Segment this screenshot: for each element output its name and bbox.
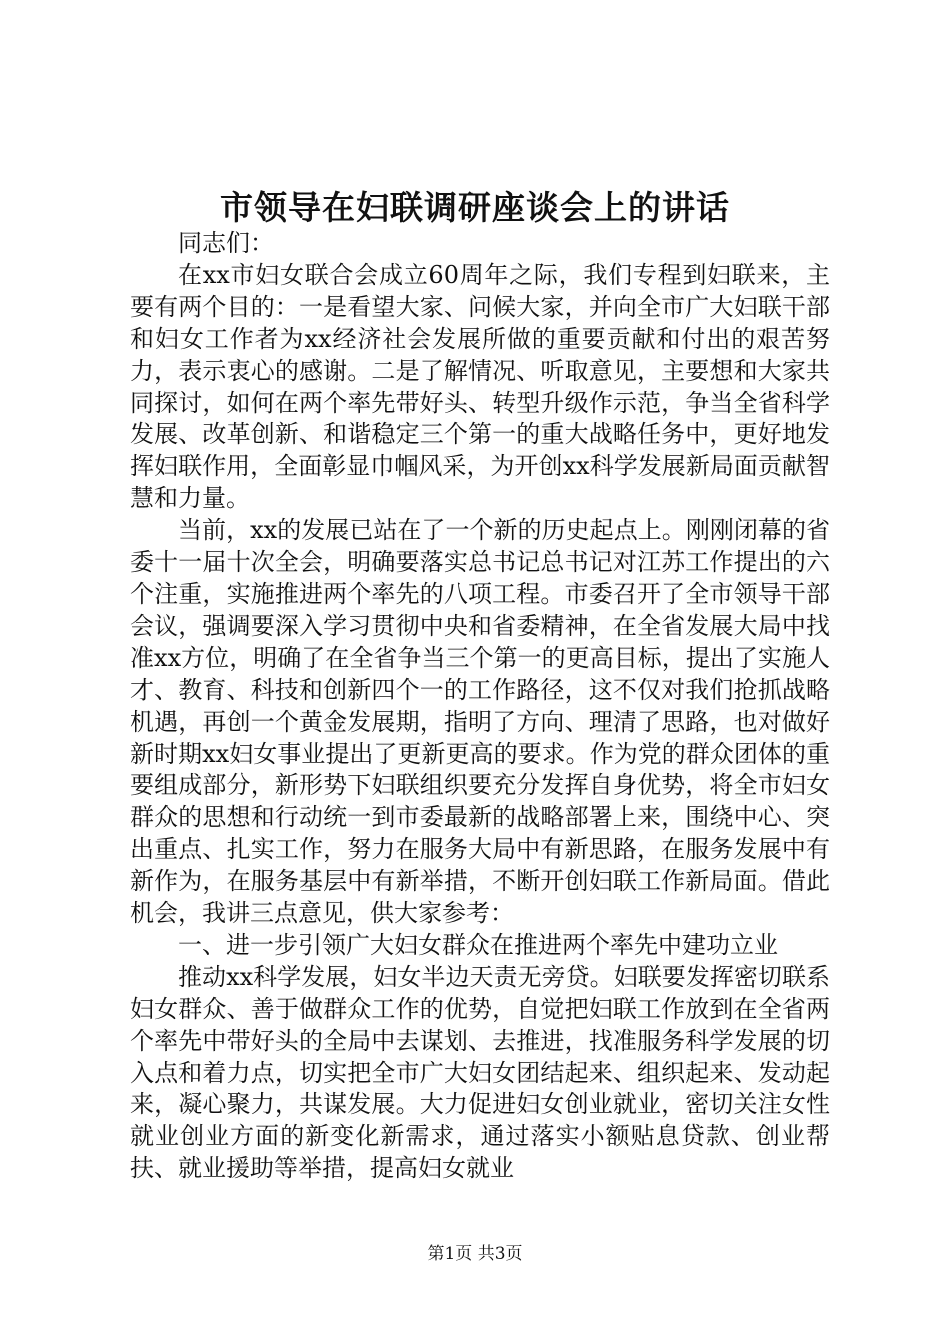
section-heading-1: 一、进一步引领广大妇女群众在推进两个率先中建功立业 <box>178 930 778 959</box>
page-number-footer: 第1页 共3页 <box>427 1244 523 1264</box>
document-body <box>130 228 830 1185</box>
salutation: 同志们： <box>178 229 274 257</box>
paragraph-intro: 在xx市妇女联合会成立60周年之际，我们专程到妇联来，主要有两个目的：一是看望大家、问候大家，并向全市广大妇联干部和妇女工作者为xx经济社会发展所做的重要贡献和付出的艰苦努力，表示衷心的感谢。二是了解情况、听取意见，主要想和大家共同探讨，如何在两个率先带好头、转型升级作示范，争当全省科学发展、改革创新、和谐稳定三个第一的重大战略任务中，更好地发挥妇联作用，全面彰显巾帼风采，为开创xx科学发展新局面贡献智慧和力量。 <box>130 260 830 513</box>
paragraph-current-situation: 当前，xx的发展已站在了一个新的历史起点上。刚刚闭幕的省委十一届十次全会，明确要落实总书记总书记对江苏工作提出的六个注重，实施推进两个率先的八项工程。市委召开了全市领导干部会议，强调要深入学习贯彻中央和省委精神，在全省发展大局中找准xx方位，明确了在全省争当三个第一的更高目标，提出了实施人才、教育、科技和创新四个一的工作路径，这不仅对我们抢抓战略机遇，再创一个黄金发展期，指明了方向、理清了思路，也对做好新时期xx妇女事业提出了更新更高的要求。作为党的群众团体的重要组成部分，新形势下妇联组织要充分发挥自身优势，将全市妇女群众的思想和行动统一到市委最新的战略部署上来，围绕中心、突出重点、扎实工作，努力在服务大局中有新思路，在服务发展中有新作为，在服务基层中有新举措，不断开创妇联工作新局面。借此机会，我讲三点意见，供大家参考： <box>130 516 830 928</box>
document-title: 市领导在妇联调研座谈会上的讲话 <box>220 188 730 227</box>
paragraph-section-1: 推动xx科学发展，妇女半边天责无旁贷。妇联要发挥密切联系妇女群众、善于做群众工作的优势，自觉把妇联工作放到在全省两个率先中带好头的全局中去谋划、去推进，找准服务科学发展的切入点和着力点，切实把全市广大妇女团结起来、组织起来、发动起来，凝心聚力，共谋发展。大力促进妇女创业就业，密切关注女性就业创业方面的新变化新需求，通过落实小额贴息贷款、创业帮扶、就业援助等举措，提高妇女就业 <box>130 962 830 1183</box>
